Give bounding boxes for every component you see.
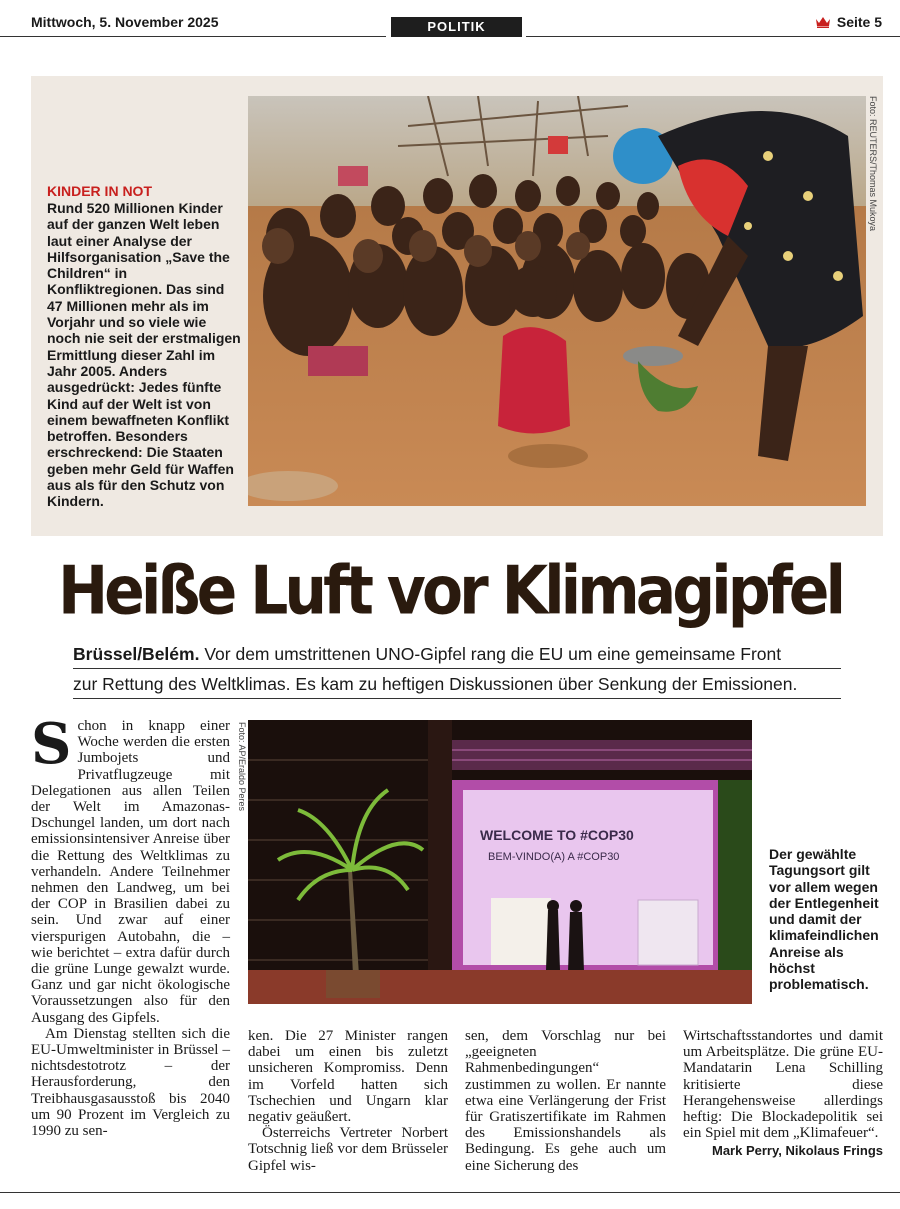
dateline: Brüssel/Belém. <box>73 644 200 664</box>
article-column-3 <box>465 1028 666 1174</box>
infobox-title: KINDER IN NOT <box>47 183 152 199</box>
lead-line-2: zur Rettung des Weltklimas. Es kam zu heftigen Diskussionen über Senkung der Emissionen. <box>73 669 841 699</box>
page-number <box>815 14 882 30</box>
crown-icon <box>815 16 831 28</box>
col2-paragraph-1: ken. Die 27 Minister rangen dabei um einen bis zuletzt unsicheren Kompromiss. Denn im Vorfeld hatten sich Tschechien und Ungarn klar negativ geäußert. <box>248 1028 448 1126</box>
header-rule-right <box>526 36 900 37</box>
headline: Heiße Luft vor Klimagipfel <box>57 551 843 631</box>
drop-cap: S <box>31 711 72 777</box>
issue-date: Mittwoch, 5. November 2025 <box>31 14 219 30</box>
page-number-text: Seite 5 <box>836 14 882 30</box>
infobox-text: Rund 520 Millionen Kinder auf der ganzen Welt leben laut einer Analyse der Hilfsorganisation „Save the Children“ in Konfliktregionen. Das sind 47 Millionen mehr als im Vorjahr und so viele wie noch nie seit der erstmaligen Ermittlung dieser Zahl im Jahr 2005. Anders ausgedrückt: Jedes fünfte Kind auf der Welt ist von einem bewaffneten Konflikt betroffen. Besonders erschreckend: Die Staaten geben mehr Geld für Waffen aus als für den Schutz von Kindern. <box>47 200 241 510</box>
photo-credit-top <box>866 96 880 232</box>
lead-text-1: Vor dem umstrittenen UNO-Gipfel rang die EU um eine gemeinsame Front <box>204 644 782 664</box>
article-column-4 <box>683 1028 883 1160</box>
footer-rule <box>0 1192 900 1193</box>
photo-credit-middle <box>236 722 248 822</box>
col4-paragraph-1: Wirtschaftsstandortes und damit um Arbeitsplätze. Die grüne EU-Mandatarin Lena Schilling kritisierte diese Herangehensweise allerdings heftig: Die Blockadepolitik sei ein Spiel mit dem „Klimafeuer“. <box>683 1028 883 1142</box>
section-label: POLITIK <box>391 17 522 37</box>
col1-paragraph-1: chon in knapp einer Woche werden die ersten Jumbojets und Privatflugzeuge mit Delegationen aus allen Teilen der Welt im Amazonas-Dschungel landen, um dort nach emissionsintensiver Anreise über die Rettung des Weltklimas zu verhandeln. Andere Teilnehmer nehmen den Landweg, um bei der COP in Brasilien dabei zu sein. Und zwar auf einer vierspurigen Autobahn, die – wie berichtet – extra dafür durch die grüne Lunge gewalzt wurde. Ganz und gar nicht ökologische Voraussetzungen also für den Ausgang des Gipfels. <box>31 718 230 1026</box>
col3-paragraph-1: sen, dem Vorschlag nur bei „geeigneten Rahmenbedingungen“ zustimmen zu wollen. Er nannte etwa eine Verlängerung der Frist für Gratiszertifikate im Rahmen des Emissionshandels als Bedingung. Es gehe auch um eine Sicherung des <box>465 1028 666 1174</box>
lead-line-1 <box>73 639 841 669</box>
children-photo <box>248 96 866 506</box>
article-authors: Mark Perry, Nikolaus Frings <box>712 1143 883 1159</box>
welcome-sign-line2: BEM-VINDO(A) A #COP30 <box>488 851 620 863</box>
photo-credit-middle-text: Foto: AP/Eraldo Peres <box>237 722 247 812</box>
col2-paragraph-2: Österreichs Vertreter Norbert Totschnig ließ vor dem Brüsseler Gipfel wis- <box>248 1125 448 1174</box>
article-column-1 <box>31 711 230 1140</box>
photo-caption: Der gewählte Tagungsort gilt vor allem wegen der Entlegenheit und damit der klimafeindlichen Anreise als höchst problematisch. <box>769 846 879 993</box>
photo-credit-top-text: Foto: REUTERS/Thomas Mukoya <box>868 96 878 232</box>
lead-paragraph <box>73 639 841 699</box>
col1-paragraph-2: Am Dienstag stellten sich die EU-Umweltminister in Brüssel – nichtsdestotrotz – der Herausforderung, den Treibhausgasausstoß bis 2040 um 90 Prozent im Vergleich zu 1990 zu sen- <box>31 1025 230 1140</box>
header-rule-left <box>0 36 386 37</box>
article-column-2 <box>248 1028 448 1174</box>
cop30-venue-photo <box>248 720 752 1004</box>
welcome-sign-line1: WELCOME TO #COP30 <box>480 827 634 843</box>
